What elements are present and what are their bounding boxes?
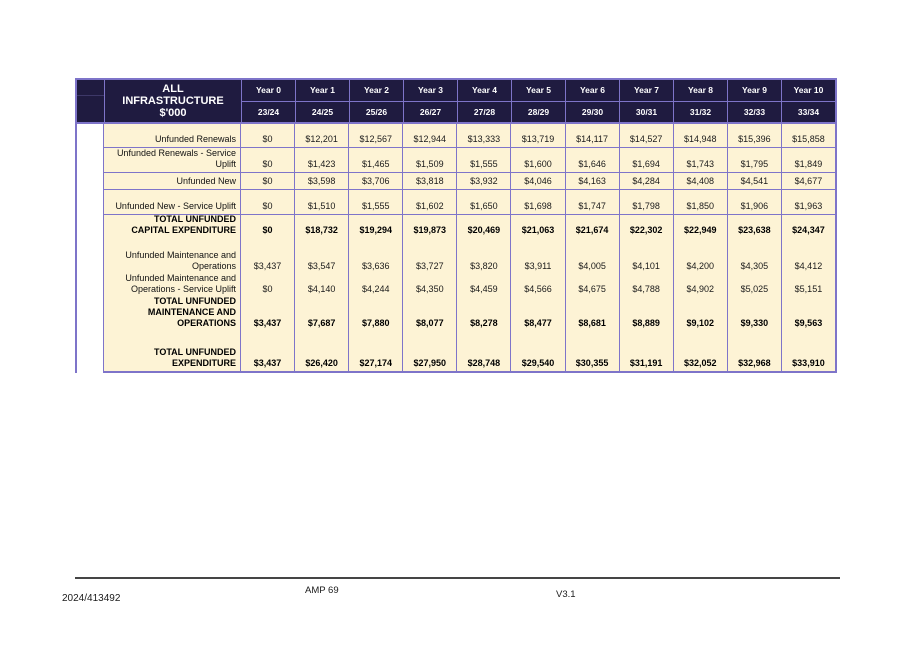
year-label: Year 1 bbox=[296, 80, 349, 102]
spacer-cell bbox=[402, 331, 456, 346]
spacer-cell bbox=[781, 331, 835, 346]
value-cell: $4,902 bbox=[673, 274, 727, 297]
value-cell: $0 bbox=[240, 215, 294, 238]
infrastructure-expenditure-table bbox=[75, 78, 837, 373]
spacer-cell bbox=[510, 331, 564, 346]
value-cell: $4,541 bbox=[727, 173, 781, 189]
value-cell: $22,302 bbox=[619, 215, 673, 238]
value-cell: $19,294 bbox=[348, 215, 402, 238]
value-cell: $3,437 bbox=[240, 346, 294, 371]
value-cell: $5,151 bbox=[781, 274, 835, 297]
fy-label: 27/28 bbox=[473, 106, 496, 117]
value-cell: $3,437 bbox=[240, 251, 294, 274]
value-cell: $1,650 bbox=[456, 190, 510, 214]
value-cell: $4,788 bbox=[619, 274, 673, 297]
value-cell: $5,025 bbox=[727, 274, 781, 297]
value-cell: $21,674 bbox=[565, 215, 619, 238]
footer-amp-label: AMP 69 bbox=[305, 585, 339, 596]
row-label-cell: Unfunded Maintenance and Operations bbox=[125, 251, 236, 271]
value-cell: $20,469 bbox=[456, 215, 510, 238]
value-cell: $32,052 bbox=[673, 346, 727, 371]
table-row bbox=[104, 124, 835, 148]
spacer-cell bbox=[294, 331, 348, 346]
value-cell: $8,681 bbox=[565, 297, 619, 331]
year-column-headers bbox=[241, 80, 835, 122]
fy-label: 29/30 bbox=[581, 106, 604, 117]
value-cell: $1,849 bbox=[781, 148, 835, 172]
table-title-line-2: INFRASTRUCTURE bbox=[122, 95, 224, 107]
value-cell: $24,347 bbox=[781, 215, 835, 238]
value-cell: $19,873 bbox=[402, 215, 456, 238]
value-cell: $8,077 bbox=[402, 297, 456, 331]
value-cell: $13,333 bbox=[456, 124, 510, 147]
row-label-cell: Unfunded Renewals - Service Uplift bbox=[116, 148, 236, 169]
value-cell: $0 bbox=[240, 148, 294, 172]
value-cell: $12,944 bbox=[402, 124, 456, 147]
value-cell: $15,396 bbox=[727, 124, 781, 147]
value-cell: $3,636 bbox=[348, 251, 402, 274]
value-cell: $18,732 bbox=[294, 215, 348, 238]
row-label-cell: TOTAL UNFUNDED CAPITAL EXPENDITURE bbox=[131, 215, 236, 235]
value-cell: $4,046 bbox=[510, 173, 564, 189]
table-title-line-3: $'000 bbox=[159, 107, 187, 119]
year-column bbox=[511, 80, 565, 122]
value-cell: $29,540 bbox=[510, 346, 564, 371]
value-cell: $27,174 bbox=[348, 346, 402, 371]
value-cell: $4,350 bbox=[402, 274, 456, 297]
value-cell: $8,889 bbox=[619, 297, 673, 331]
value-cell: $1,510 bbox=[294, 190, 348, 214]
fy-label: 30/31 bbox=[635, 106, 658, 117]
table-title-line-1: ALL bbox=[162, 83, 184, 95]
value-cell: $32,968 bbox=[727, 346, 781, 371]
value-cell: $12,567 bbox=[348, 124, 402, 147]
value-cell: $22,949 bbox=[673, 215, 727, 238]
row-label-cell: Unfunded New bbox=[176, 176, 236, 186]
spacer-cell bbox=[510, 238, 564, 251]
value-cell: $4,408 bbox=[673, 173, 727, 189]
value-cell: $33,910 bbox=[781, 346, 835, 371]
year-column bbox=[349, 80, 403, 122]
value-cell: $3,911 bbox=[510, 251, 564, 274]
table-grid bbox=[103, 124, 837, 373]
left-gutter-column bbox=[75, 124, 103, 373]
spacer-cell bbox=[727, 238, 781, 251]
value-cell: $4,677 bbox=[781, 173, 835, 189]
fy-label: 32/33 bbox=[743, 106, 766, 117]
value-cell: $4,675 bbox=[565, 274, 619, 297]
value-cell: $1,602 bbox=[402, 190, 456, 214]
value-cell: $3,932 bbox=[456, 173, 510, 189]
value-cell: $1,694 bbox=[619, 148, 673, 172]
table-row bbox=[104, 148, 835, 173]
value-cell: $3,706 bbox=[348, 173, 402, 189]
spacer-cell bbox=[673, 331, 727, 346]
year-column bbox=[457, 80, 511, 122]
value-cell: $3,437 bbox=[240, 297, 294, 331]
value-cell: $26,420 bbox=[294, 346, 348, 371]
table-header bbox=[75, 78, 837, 124]
year-column bbox=[565, 80, 619, 122]
spacer-cell bbox=[565, 331, 619, 346]
value-cell: $8,278 bbox=[456, 297, 510, 331]
value-cell: $9,563 bbox=[781, 297, 835, 331]
year-label: Year 9 bbox=[728, 80, 781, 102]
value-cell: $1,509 bbox=[402, 148, 456, 172]
spacer-cell bbox=[619, 331, 673, 346]
spacer-cell bbox=[294, 238, 348, 251]
fy-label: 26/27 bbox=[419, 106, 442, 117]
value-cell: $4,163 bbox=[565, 173, 619, 189]
row-label-cell: TOTAL UNFUNDED MAINTENANCE AND OPERATIONS bbox=[147, 297, 236, 328]
value-cell: $9,102 bbox=[673, 297, 727, 331]
value-cell: $0 bbox=[240, 274, 294, 297]
value-cell: $4,101 bbox=[619, 251, 673, 274]
year-column bbox=[781, 80, 835, 122]
value-cell: $1,850 bbox=[673, 190, 727, 214]
table-title-cell bbox=[105, 80, 241, 122]
spacer-cell bbox=[565, 238, 619, 251]
value-cell: $1,798 bbox=[619, 190, 673, 214]
table-body bbox=[75, 124, 837, 373]
spacer-cell bbox=[673, 238, 727, 251]
footer-rule bbox=[75, 577, 840, 579]
value-cell: $7,687 bbox=[294, 297, 348, 331]
value-cell: $1,963 bbox=[781, 190, 835, 214]
spacer-cell bbox=[456, 238, 510, 251]
spacer-cell bbox=[104, 238, 240, 251]
value-cell: $1,423 bbox=[294, 148, 348, 172]
value-cell: $13,719 bbox=[510, 124, 564, 147]
row-label-cell: TOTAL UNFUNDED EXPENDITURE bbox=[154, 347, 236, 368]
value-cell: $1,555 bbox=[456, 148, 510, 172]
spacer-cell bbox=[240, 331, 294, 346]
value-cell: $4,284 bbox=[619, 173, 673, 189]
year-column bbox=[619, 80, 673, 122]
value-cell: $3,598 bbox=[294, 173, 348, 189]
corner-divider bbox=[77, 95, 104, 96]
value-cell: $0 bbox=[240, 173, 294, 189]
value-cell: $1,743 bbox=[673, 148, 727, 172]
spacer-cell bbox=[104, 331, 240, 346]
value-cell: $27,950 bbox=[402, 346, 456, 371]
year-column bbox=[673, 80, 727, 122]
table-row bbox=[104, 173, 835, 190]
year-label: Year 2 bbox=[350, 80, 403, 102]
spacer-cell bbox=[727, 331, 781, 346]
spacer-cell bbox=[456, 331, 510, 346]
year-label: Year 3 bbox=[404, 80, 457, 102]
value-cell: $31,191 bbox=[619, 346, 673, 371]
value-cell: $8,477 bbox=[510, 297, 564, 331]
row-label-cell: Unfunded New - Service Uplift bbox=[115, 201, 236, 211]
value-cell: $1,747 bbox=[565, 190, 619, 214]
fy-label: 33/34 bbox=[797, 106, 820, 117]
row-label-cell: Unfunded Renewals bbox=[154, 134, 236, 144]
year-label: Year 0 bbox=[242, 80, 295, 102]
value-cell: $3,818 bbox=[402, 173, 456, 189]
value-cell: $1,600 bbox=[510, 148, 564, 172]
value-cell: $3,820 bbox=[456, 251, 510, 274]
year-label: Year 10 bbox=[782, 80, 835, 102]
fy-label: 28/29 bbox=[527, 106, 550, 117]
header-corner-cell bbox=[77, 80, 105, 122]
year-label: Year 4 bbox=[458, 80, 511, 102]
year-column bbox=[403, 80, 457, 122]
fy-label: 24/25 bbox=[311, 106, 334, 117]
footer-version: V3.1 bbox=[556, 589, 576, 600]
value-cell: $1,906 bbox=[727, 190, 781, 214]
value-cell: $14,948 bbox=[673, 124, 727, 147]
value-cell: $30,355 bbox=[565, 346, 619, 371]
value-cell: $4,305 bbox=[727, 251, 781, 274]
spacer-cell bbox=[348, 331, 402, 346]
value-cell: $7,880 bbox=[348, 297, 402, 331]
year-label: Year 5 bbox=[512, 80, 565, 102]
value-cell: $1,555 bbox=[348, 190, 402, 214]
value-cell: $21,063 bbox=[510, 215, 564, 238]
year-column bbox=[727, 80, 781, 122]
spacer-cell bbox=[348, 238, 402, 251]
fy-label: 23/24 bbox=[257, 106, 280, 117]
value-cell: $28,748 bbox=[456, 346, 510, 371]
value-cell: $14,527 bbox=[619, 124, 673, 147]
fy-label: 31/32 bbox=[689, 106, 712, 117]
spacer-cell bbox=[240, 238, 294, 251]
table-row bbox=[104, 190, 835, 215]
year-label: Year 6 bbox=[566, 80, 619, 102]
value-cell: $1,795 bbox=[727, 148, 781, 172]
totals-block bbox=[104, 215, 835, 371]
detail-rows bbox=[104, 124, 835, 215]
value-cell: $0 bbox=[240, 124, 294, 147]
value-cell: $23,638 bbox=[727, 215, 781, 238]
value-cell: $4,459 bbox=[456, 274, 510, 297]
value-cell: $1,465 bbox=[348, 148, 402, 172]
footer-doc-number: 2024/413492 bbox=[62, 593, 121, 604]
value-cell: $4,200 bbox=[673, 251, 727, 274]
value-cell: $4,566 bbox=[510, 274, 564, 297]
row-label-cell: Unfunded Maintenance and Operations - Service Uplift bbox=[125, 274, 236, 294]
value-cell: $3,547 bbox=[294, 251, 348, 274]
value-cell: $4,244 bbox=[348, 274, 402, 297]
value-cell: $3,727 bbox=[402, 251, 456, 274]
fy-label: 25/26 bbox=[365, 106, 388, 117]
value-cell: $15,858 bbox=[781, 124, 835, 147]
value-cell: $0 bbox=[240, 190, 294, 214]
value-cell: $1,646 bbox=[565, 148, 619, 172]
value-cell: $1,698 bbox=[510, 190, 564, 214]
year-column bbox=[295, 80, 349, 122]
spacer-cell bbox=[402, 238, 456, 251]
spacer-cell bbox=[781, 238, 835, 251]
value-cell: $12,201 bbox=[294, 124, 348, 147]
year-label: Year 7 bbox=[620, 80, 673, 102]
year-label: Year 8 bbox=[674, 80, 727, 102]
value-cell: $14,117 bbox=[565, 124, 619, 147]
spacer-cell bbox=[619, 238, 673, 251]
year-column bbox=[241, 80, 295, 122]
value-cell: $4,005 bbox=[565, 251, 619, 274]
value-cell: $9,330 bbox=[727, 297, 781, 331]
value-cell: $4,140 bbox=[294, 274, 348, 297]
value-cell: $4,412 bbox=[781, 251, 835, 274]
